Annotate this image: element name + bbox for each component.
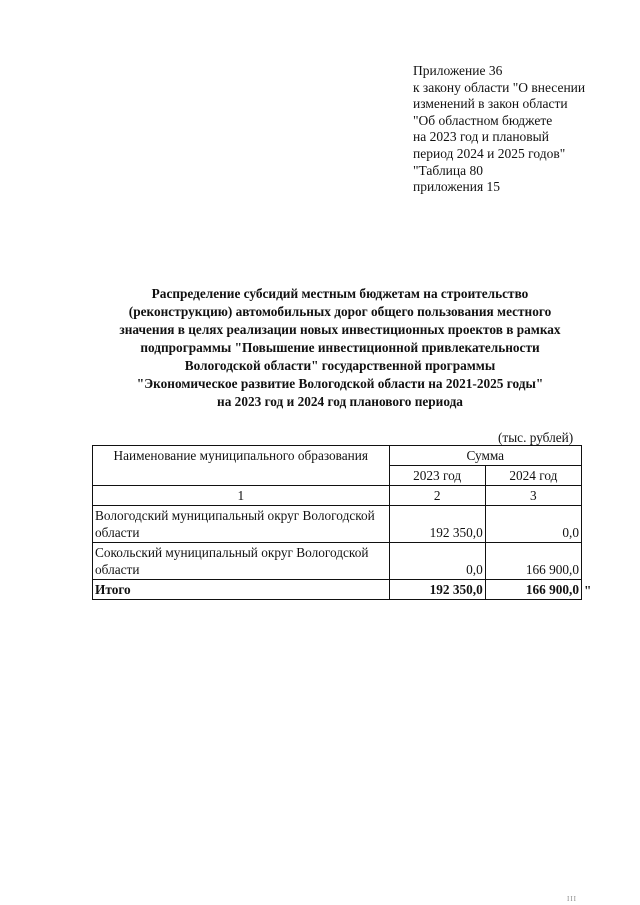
title-line: подпрограммы "Повышение инвестиционной привлекательности bbox=[140, 340, 540, 355]
total-2023: 192 350,0 bbox=[389, 580, 485, 600]
amount-2023: 0,0 bbox=[389, 543, 485, 580]
header-sum-cell: Сумма bbox=[389, 446, 581, 466]
title-line: значения в целях реализации новых инвестиционных проектов в рамках bbox=[119, 322, 561, 337]
municipality-name: Сокольский муниципальный округ Вологодской области bbox=[93, 543, 390, 580]
total-label: Итого bbox=[93, 580, 390, 600]
title-line: на 2023 год и 2024 год планового периода bbox=[217, 394, 463, 409]
annex-line: изменений в закон области bbox=[413, 96, 568, 112]
column-number-row bbox=[93, 486, 582, 506]
header-name-cell: Наименование муниципального образования bbox=[93, 446, 390, 486]
table-row bbox=[93, 506, 582, 543]
amount-2024: 166 900,0 bbox=[485, 543, 581, 580]
annex-reference bbox=[413, 63, 613, 196]
annex-line: Приложение 36 bbox=[413, 63, 503, 78]
column-number: 3 bbox=[485, 486, 581, 506]
units-label: (тыс. рублей) bbox=[498, 430, 574, 445]
annex-line: "Таблица 80 bbox=[413, 162, 483, 178]
title-line: Вологодской области" государственной программы bbox=[184, 358, 496, 373]
amount-2024: 0,0 bbox=[485, 506, 581, 543]
title-line: "Экономическое развитие Вологодской области на 2021-2025 годы" bbox=[136, 376, 544, 391]
municipality-name: Вологодский муниципальный округ Вологодской области bbox=[93, 506, 390, 543]
annex-line: к закону области "О внесении bbox=[413, 79, 586, 95]
amount-2023: 192 350,0 bbox=[389, 506, 485, 543]
column-number: 1 bbox=[93, 486, 390, 506]
table-header-row bbox=[93, 446, 582, 466]
annex-line: приложения 15 bbox=[413, 179, 501, 195]
table-row bbox=[93, 543, 582, 580]
column-number: 2 bbox=[389, 486, 485, 506]
annex-line: "Об областном бюджете bbox=[413, 112, 553, 128]
title-line: Распределение субсидий местным бюджетам на строительство bbox=[151, 286, 529, 301]
title-line: (реконструкцию) автомобильных дорог общего пользования местного bbox=[128, 304, 552, 319]
annex-line: на 2023 год и плановый bbox=[413, 129, 549, 145]
distribution-table bbox=[92, 445, 582, 600]
total-2024: 166 900,0 bbox=[485, 580, 581, 600]
annex-line: период 2024 и 2025 годов" bbox=[413, 145, 566, 161]
header-year-2023: 2023 год bbox=[389, 466, 485, 486]
footer-mark: III bbox=[567, 895, 577, 903]
closing-quote: " bbox=[584, 583, 592, 598]
header-year-2024: 2024 год bbox=[485, 466, 581, 486]
total-row bbox=[93, 580, 582, 600]
document-title bbox=[92, 285, 588, 411]
